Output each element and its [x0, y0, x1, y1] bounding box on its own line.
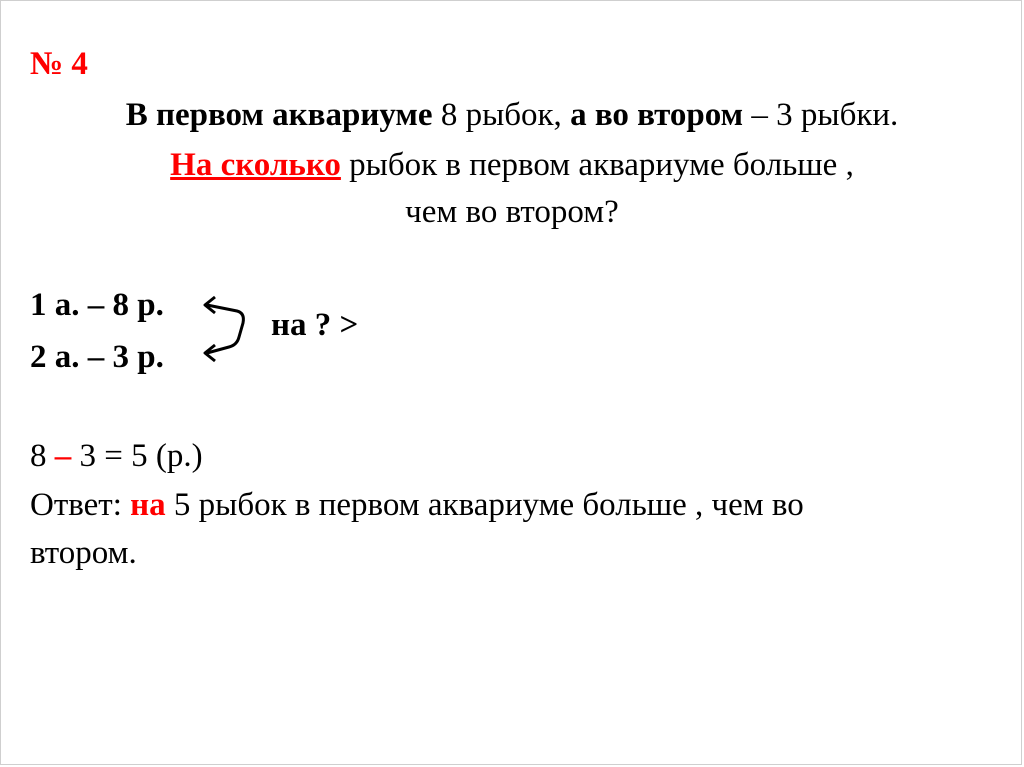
answer-line-1 [30, 486, 804, 524]
solution-expression [30, 437, 203, 475]
question-rest: рыбок в первом аквариуме больше , [340, 147, 854, 183]
problem-line-2 [1, 146, 1023, 184]
comparison-label: на ? > [271, 307, 359, 343]
expression-rest: 3 = 5 (р.) [71, 438, 203, 474]
answer-highlight: на [130, 487, 166, 523]
problem-line-3: чем во втором? [405, 194, 619, 230]
answer-line-2: втором. [30, 535, 137, 571]
second-aquarium-phrase: а во втором [570, 97, 744, 133]
expression-minuend: 8 [30, 438, 55, 474]
comparison-bracket-icon [199, 293, 259, 363]
second-aquarium-count: – 3 рыбки. [743, 97, 899, 133]
answer-text: 5 рыбок в первом аквариуме больше , чем во [165, 487, 804, 523]
question-phrase: На сколько [170, 147, 341, 183]
problem-number: № 4 [30, 46, 88, 82]
first-aquarium-count: 8 рыбок, [432, 97, 571, 133]
answer-label: Ответ: [30, 487, 131, 523]
note-row-first-aquarium: 1 а. – 8 р. [30, 287, 164, 323]
expression-operator: – [54, 438, 72, 474]
first-aquarium-phrase: В первом аквариуме [125, 97, 433, 133]
problem-line-1 [1, 96, 1023, 134]
note-row-second-aquarium: 2 а. – 3 р. [30, 339, 164, 375]
